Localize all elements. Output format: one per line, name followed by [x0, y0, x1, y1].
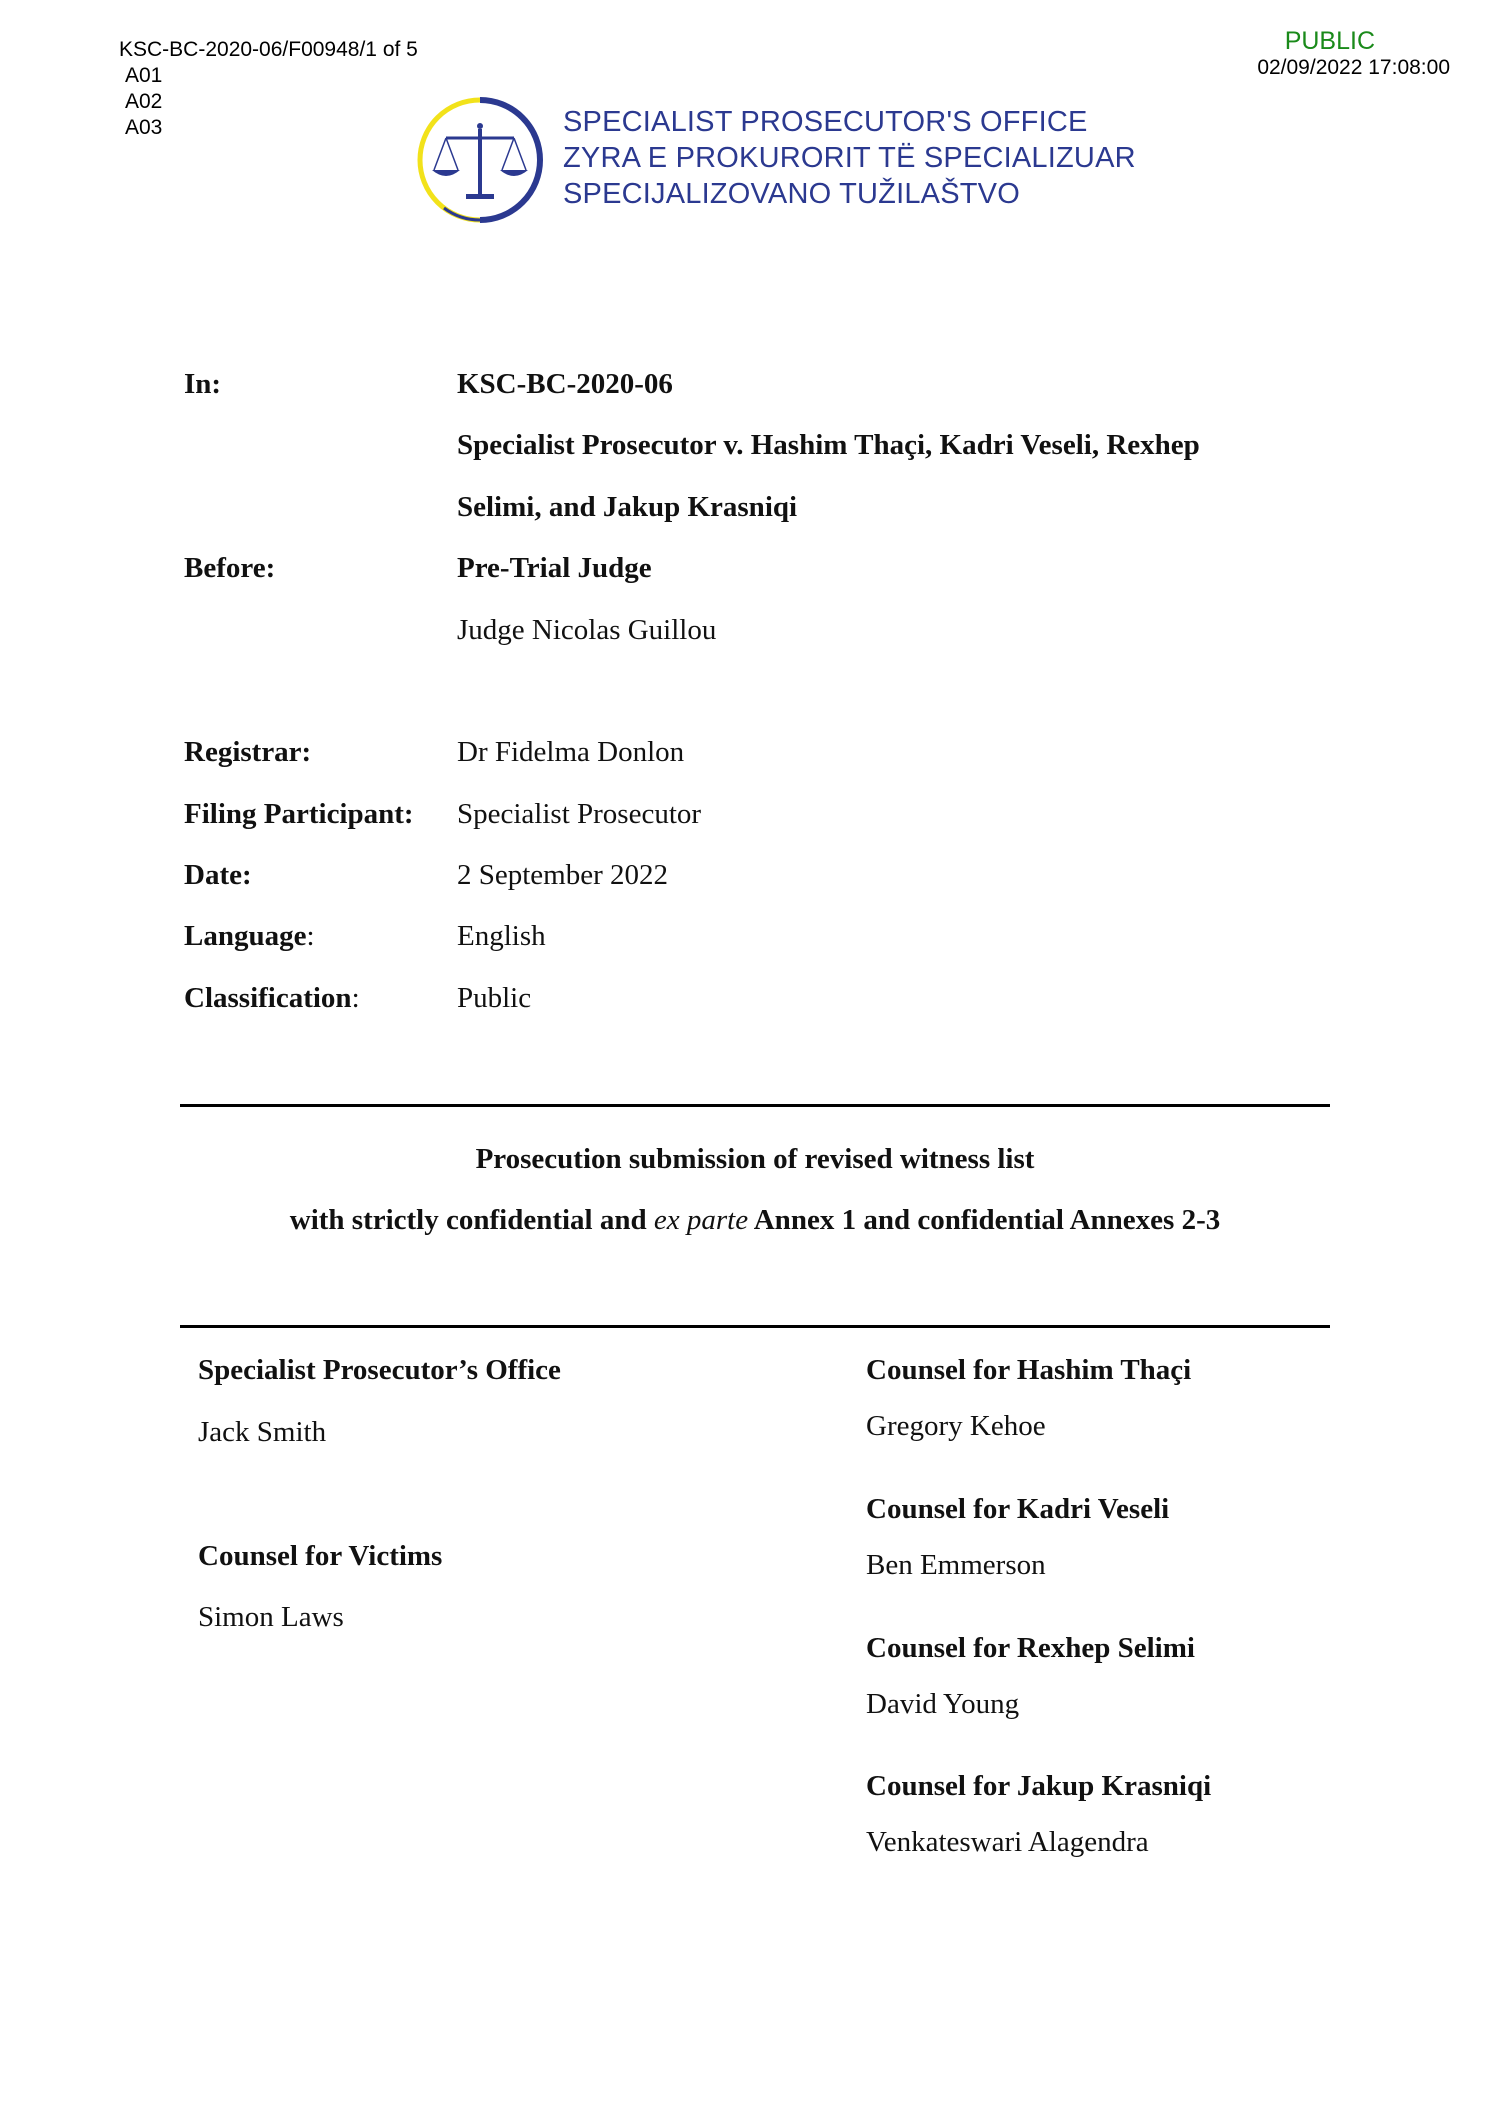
language-label — [184, 920, 315, 953]
classification-label — [184, 982, 360, 1015]
spo-scales-logo-icon — [414, 96, 548, 224]
annex-a02: A02 — [125, 90, 163, 113]
party-name-veseli: Ben Emmerson — [866, 1549, 1046, 1581]
logo-line-serbian: SPECIJALIZOVANO TUŽILAŠTVO — [563, 178, 1020, 210]
divider-bottom — [180, 1325, 1330, 1328]
before-label: Before: — [184, 552, 276, 584]
public-label: PUBLIC — [1284, 27, 1375, 55]
title-line-1: Prosecution submission of revised witness list — [475, 1143, 1035, 1175]
registrar-label: Registrar: — [184, 736, 312, 768]
in-label: In: — [184, 368, 222, 400]
doc-reference: KSC-BC-2020-06/F00948/1 of 5 — [119, 38, 418, 61]
document-stamp — [119, 37, 418, 141]
party-name-krasniqi: Venkateswari Alagendra — [866, 1826, 1149, 1858]
date-label: Date: — [184, 859, 252, 891]
date-value: 2 September 2022 — [457, 859, 669, 891]
language-label-text: Language — [184, 920, 307, 952]
party-heading-selimi: Counsel for Rexhep Selimi — [866, 1632, 1195, 1664]
registrar-value: Dr Fidelma Donlon — [457, 736, 685, 768]
judge-name: Judge Nicolas Guillou — [457, 614, 717, 646]
party-heading-victims: Counsel for Victims — [198, 1540, 443, 1572]
filing-datetime: 02/09/2022 17:08:00 — [1257, 56, 1450, 79]
annex-a03: A03 — [125, 116, 163, 139]
title-line-2-a: with strictly confidential and — [289, 1204, 654, 1236]
title-line-2 — [180, 1204, 1330, 1237]
title-ex-parte: ex parte — [653, 1204, 749, 1236]
logo-text — [563, 104, 1136, 212]
party-heading-krasniqi: Counsel for Jakup Krasniqi — [866, 1770, 1212, 1802]
chamber: Pre-Trial Judge — [457, 552, 652, 584]
title-line-2-b: Annex 1 and confidential Annexes 2-3 — [748, 1204, 1221, 1236]
party-heading-thaci: Counsel for Hashim Thaçi — [866, 1354, 1192, 1386]
classification-colon: : — [351, 982, 360, 1014]
party-heading-spo: Specialist Prosecutor’s Office — [198, 1354, 561, 1386]
party-heading-veseli: Counsel for Kadri Veseli — [866, 1493, 1170, 1525]
logo-line-english: SPECIALIST PROSECUTOR'S OFFICE — [563, 106, 1088, 138]
language-colon: : — [306, 920, 315, 952]
filing-participant-label: Filing Participant: — [184, 798, 414, 830]
divider-top — [180, 1104, 1330, 1107]
classification-label-text: Classification — [184, 982, 352, 1014]
classification-stamp — [1257, 28, 1450, 81]
classification-value: Public — [457, 982, 532, 1014]
language-value: English — [457, 920, 546, 952]
case-number: KSC-BC-2020-06 — [457, 368, 673, 400]
filing-participant-value: Specialist Prosecutor — [457, 798, 702, 830]
case-name-line-1: Specialist Prosecutor v. Hashim Thaçi, Kadri Veseli, Rexhep — [457, 429, 1200, 461]
logo-line-albanian: ZYRA E PROKURORIT TË SPECIALIZUAR — [563, 142, 1136, 174]
case-name-line-2: Selimi, and Jakup Krasniqi — [457, 491, 798, 523]
party-name-spo: Jack Smith — [198, 1416, 327, 1448]
party-name-selimi: David Young — [866, 1688, 1020, 1720]
party-name-victims: Simon Laws — [198, 1601, 344, 1633]
annex-a01: A01 — [125, 64, 163, 87]
party-name-thaci: Gregory Kehoe — [866, 1410, 1046, 1442]
